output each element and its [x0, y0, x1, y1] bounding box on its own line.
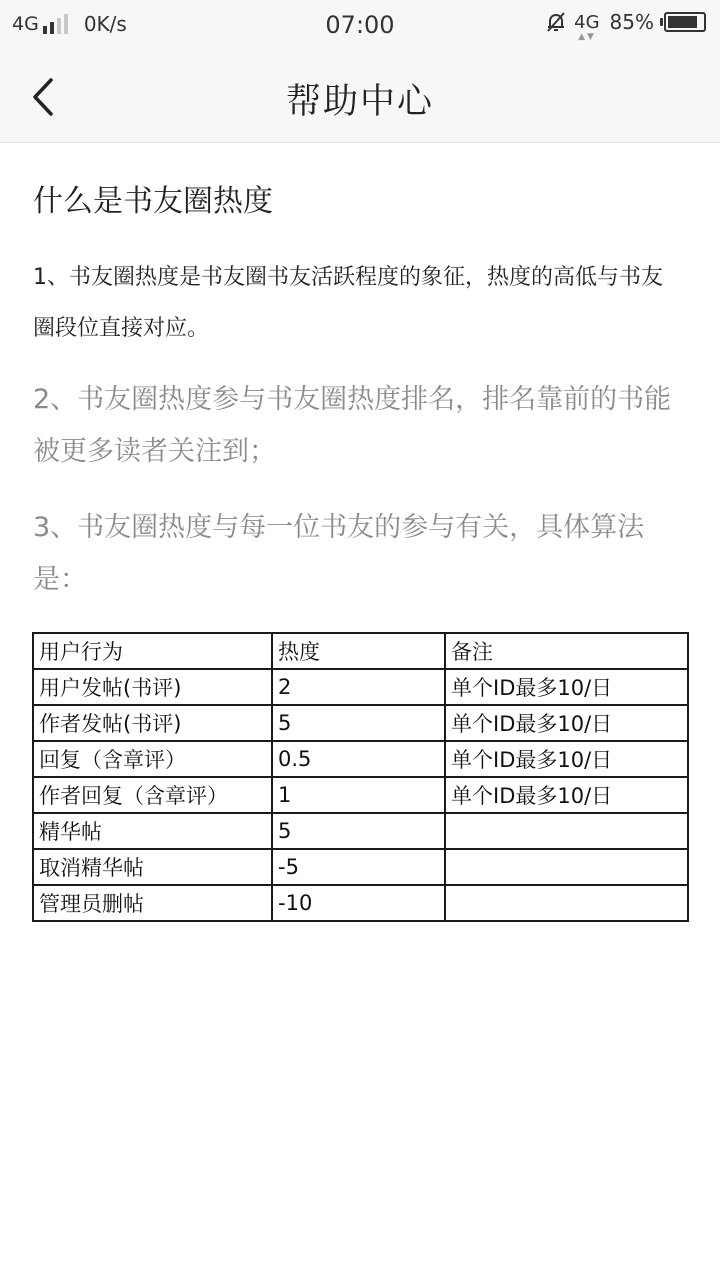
table-row: [33, 777, 688, 813]
status-time: 07:00: [325, 11, 395, 39]
table-row: [33, 705, 688, 741]
table-row: [33, 669, 688, 705]
table-row: [33, 885, 688, 921]
table-cell: 精华帖: [33, 813, 272, 849]
table-header-cell: 热度: [272, 633, 445, 669]
table-cell: -5: [272, 849, 445, 885]
table-cell: 5: [272, 813, 445, 849]
table-cell: 1: [272, 777, 445, 813]
table-cell: 5: [272, 705, 445, 741]
network-type-left: 4G: [12, 13, 39, 35]
table-cell: 单个ID最多10/日: [445, 777, 688, 813]
status-right: [544, 10, 706, 42]
table-header-row: [33, 633, 688, 669]
status-bar: [0, 0, 720, 50]
table-cell: 0.5: [272, 741, 445, 777]
network-type-right: [574, 11, 600, 42]
page-title: 帮助中心: [285, 82, 434, 122]
nav-header: [0, 50, 720, 143]
article-title: 什么是书友圈热度: [33, 184, 273, 219]
table-header-cell: 备注: [445, 633, 688, 669]
table-cell: 作者发帖(书评): [33, 705, 272, 741]
table-cell: [445, 885, 688, 921]
table-cell: 作者回复（含章评）: [33, 777, 272, 813]
heat-rules-table: [32, 632, 689, 922]
paragraph-1: 1、书友圈热度是书友圈书友活跃程度的象征，热度的高低与书友圈段位直接对应。: [33, 265, 663, 341]
paragraph-3: 3、书友圈热度与每一位书友的参与有关，具体算法是：: [33, 512, 645, 595]
table-cell: 单个ID最多10/日: [445, 669, 688, 705]
network-type-right-label: 4G: [574, 11, 600, 33]
table-cell: [445, 813, 688, 849]
table-row: [33, 741, 688, 777]
table-row: [33, 849, 688, 885]
data-arrows-icon: ▲▼: [578, 31, 596, 42]
bell-muted-icon: [544, 10, 568, 34]
table-cell: 取消精华帖: [33, 849, 272, 885]
table-cell: 单个ID最多10/日: [445, 741, 688, 777]
table-cell: -10: [272, 885, 445, 921]
network-speed: 0K/s: [83, 12, 127, 36]
paragraph-2: 2、书友圈热度参与书友圈热度排名，排名靠前的书能被更多读者关注到；: [33, 384, 672, 467]
table-cell: 单个ID最多10/日: [445, 705, 688, 741]
battery-icon: [664, 12, 706, 32]
table-cell: 2: [272, 669, 445, 705]
battery-percent: 85%: [609, 10, 654, 34]
table-header-cell: 用户行为: [33, 633, 272, 669]
table-cell: 用户发帖(书评): [33, 669, 272, 705]
table-cell: [445, 849, 688, 885]
table-row: [33, 813, 688, 849]
table-cell: 管理员删帖: [33, 885, 272, 921]
table-cell: 回复（含章评）: [33, 741, 272, 777]
